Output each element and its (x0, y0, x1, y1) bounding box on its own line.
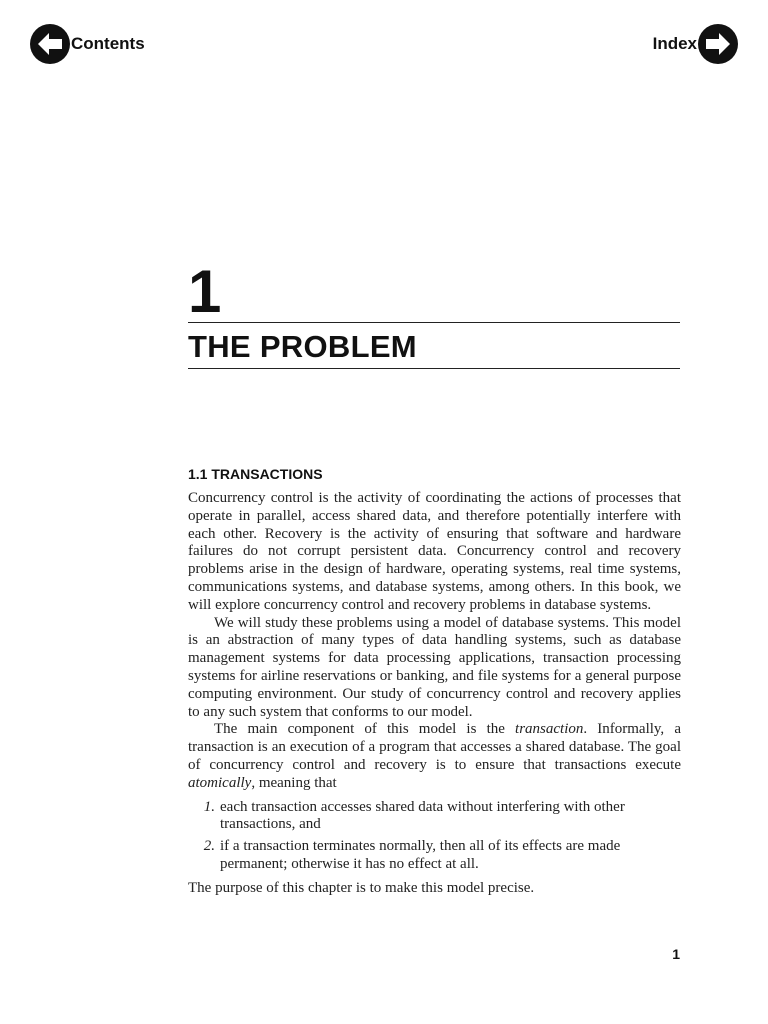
chapter-rule-top (188, 322, 680, 323)
paragraph-3-text: . Informally, a transaction is an execution of a program that accesses a shared database. The goal of concurrency control and recovery is to ensure that transactions execute (188, 721, 681, 773)
index-link[interactable] (653, 24, 738, 64)
arrow-right-icon[interactable] (698, 24, 738, 64)
paragraph-1: Concurrency control is the activity of coordinating the actions of processes that operate in parallel, access shared data, and therefore potentially interfere with each other. Recovery is the activity of ensuring that software and hardware failures do not corrupt persistent data. Concurrency control and recovery problems arise in the design of hardware, operating systems, real time systems, communications systems, and database systems, among others. In this book, we will explore concurrency control and recovery problems in database systems. (188, 490, 681, 613)
page-number: 1 (672, 946, 680, 962)
arrow-left-icon[interactable] (30, 24, 70, 64)
section-heading: 1.1 TRANSACTIONS (188, 466, 323, 482)
chapter-number: 1 (188, 258, 222, 325)
term-transaction: transaction (515, 721, 584, 738)
list-item-text: each transaction accesses shared data without interfering with other transactions, and (220, 798, 625, 833)
atomicity-list (188, 799, 681, 874)
chapter-rule-bottom (188, 368, 680, 369)
list-item (188, 838, 681, 874)
paragraph-2: We will study these problems using a model of database systems. This model is an abstraction of many types of data handling systems, such as database management systems for data processing applications, transaction processing systems for airline reservations or banking, and file systems for a general purpose computing environment. Our study of concurrency control and recovery applies to any such system that conforms to our model. (188, 614, 681, 720)
chapter-title: THE PROBLEM (188, 329, 417, 364)
paragraph-3-text: The main component of this model is the (214, 721, 516, 738)
list-item-number: 2. (203, 838, 215, 855)
contents-label[interactable]: Contents (71, 34, 145, 53)
list-item-text: if a transaction terminates normally, then all of its effects are made permanent; otherwise it has no effect at all. (220, 838, 621, 872)
index-label[interactable]: Index (652, 34, 697, 53)
body-text (188, 490, 681, 898)
paragraph-3 (188, 721, 681, 792)
contents-link[interactable] (30, 24, 145, 64)
closing-sentence: The purpose of this chapter is to make this model precise. (188, 879, 535, 896)
list-item-number: 1. (203, 798, 215, 815)
paragraph-3-text: , meaning that (251, 774, 337, 791)
list-item (188, 799, 681, 835)
term-atomically: atomically (188, 774, 252, 791)
